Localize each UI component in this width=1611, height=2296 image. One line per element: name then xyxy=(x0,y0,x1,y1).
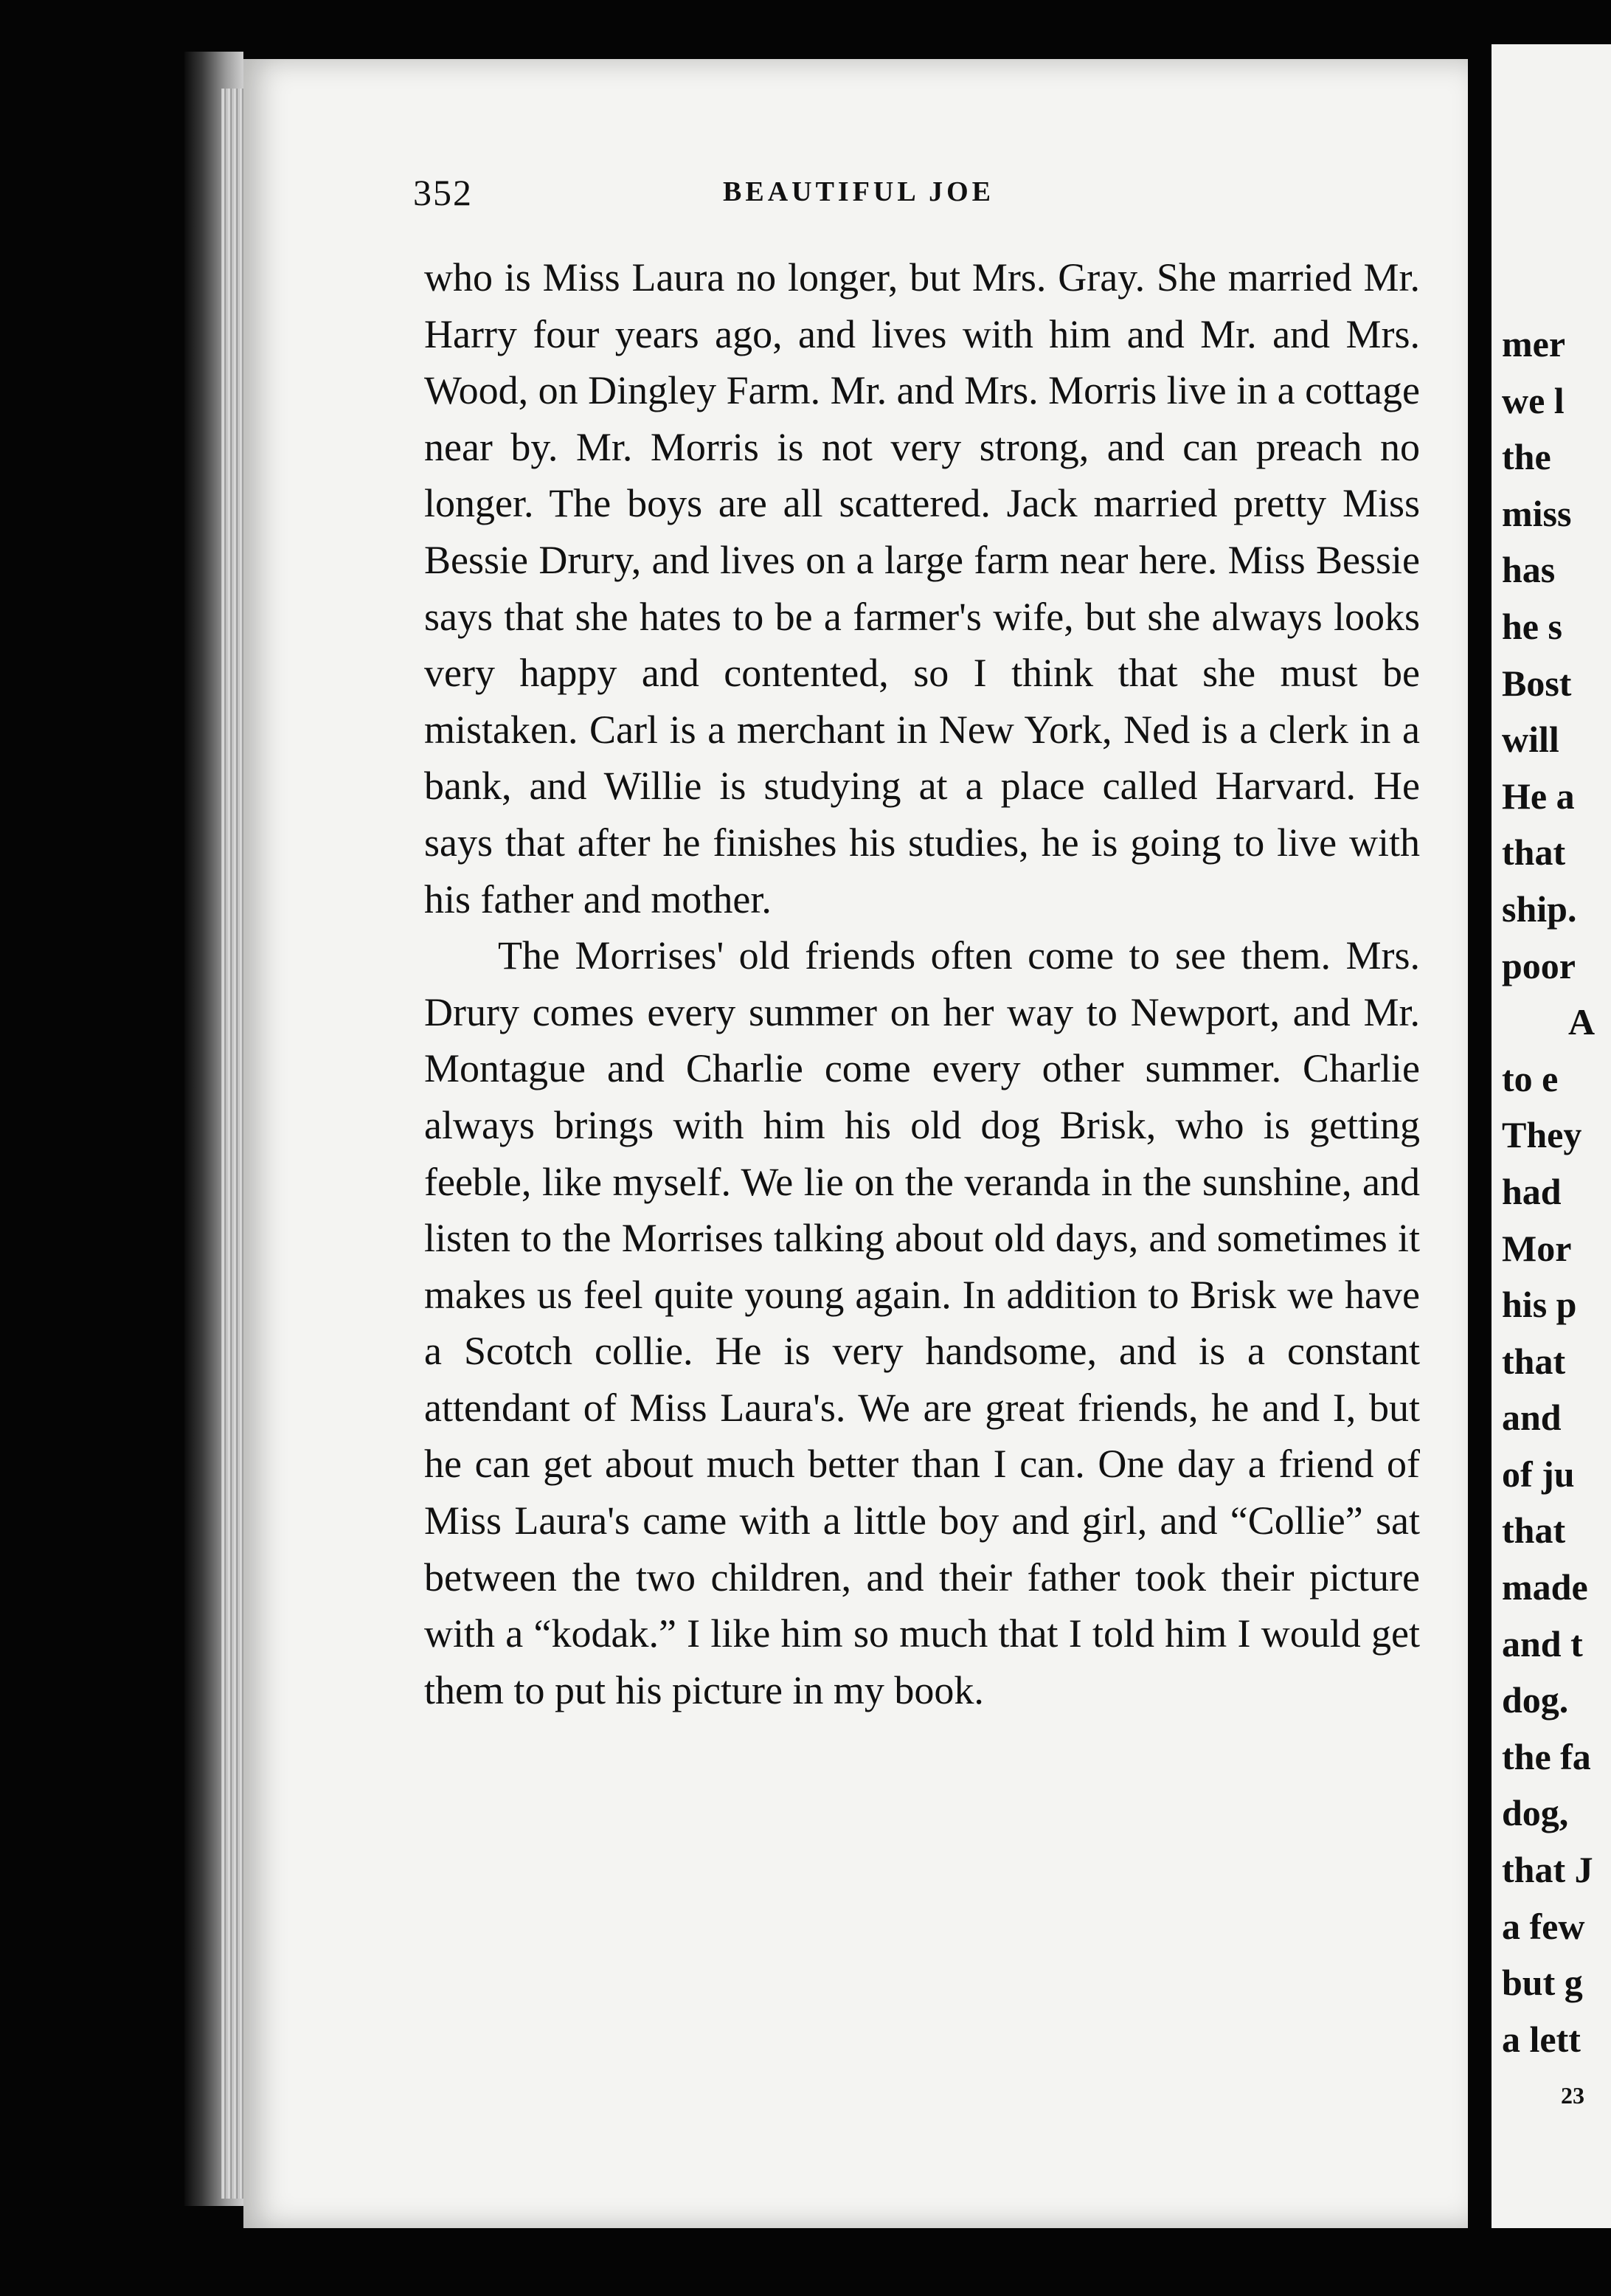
page-header xyxy=(413,171,1468,215)
page-number: 352 xyxy=(413,172,473,213)
right-line: A xyxy=(1568,1001,1596,1043)
right-line: that xyxy=(1502,1510,1566,1552)
right-line: miss xyxy=(1502,492,1572,534)
right-line: has xyxy=(1502,549,1556,591)
right-line: and xyxy=(1502,1397,1562,1439)
right-line: dog. xyxy=(1502,1679,1569,1721)
right-line: that J xyxy=(1502,1849,1593,1891)
right-line: He a xyxy=(1502,775,1575,817)
right-line: his p xyxy=(1502,1284,1577,1326)
right-line: will xyxy=(1502,719,1559,761)
paragraph-1: who is Miss Laura no longer, but Mrs. Gray. She married Mr. Harry four years ago, and lives with him and Mr. and Mrs. Wood, on Dingley Farm. Mr. and Mrs. Morris live in a cottage near by. Mr. Morris is not very strong, and can preach no longer. The boys are all scattered. Jack married pretty Miss Bessie Drury, and lives on a large farm near here. Miss Bessie says that she hates to be a farmer's wife, but she always looks very happy and contented, so I think that she must be mistaken. Carl is a merchant in New York, Ned is a clerk in a bank, and Willie is studying at a place called Harvard. He says that after he finishes his studies, he is going to live with his father and mother. xyxy=(424,255,1420,921)
right-line: the xyxy=(1502,436,1551,478)
right-line: to e xyxy=(1502,1057,1559,1099)
right-line: but g xyxy=(1502,1962,1583,2004)
right-line: a lett xyxy=(1502,2018,1581,2060)
right-line: he s xyxy=(1502,605,1562,647)
right-line: that xyxy=(1502,1340,1566,1382)
right-line: ship. xyxy=(1502,888,1577,930)
right-line: a few xyxy=(1502,1905,1585,1947)
paragraph-2: The Morrises' old friends often come to see them. Mrs. Drury comes every summer on her way to Newport, and Mr. Montague and Charlie come every other summer. Charlie always brings with him his old dog Brisk, who is getting feeble, like myself. We lie on the veranda in the sunshine, and listen to the Morrises talking about old days, and sometimes it makes us feel quite young again. In addition to Brisk we have a Scotch collie. He is very handsome, and is a constant attendant of Miss Laura's. We are great friends, he and I, but he can get about much better than I can. One day a friend of Miss Laura's came with a little boy and girl, and “Collie” sat between the two children, and their father took their picture with a “kodak.” I like him so much that I told him I would get them to put his picture in my book. xyxy=(424,933,1420,1712)
right-line: of ju xyxy=(1502,1453,1575,1495)
body-text xyxy=(424,249,1420,1718)
right-line: made xyxy=(1502,1566,1588,1608)
right-line: the fa xyxy=(1502,1735,1591,1777)
right-line: mer xyxy=(1502,323,1566,364)
right-line: dog, xyxy=(1502,1792,1569,1834)
right-line: Mor xyxy=(1502,1227,1572,1269)
right-line: They xyxy=(1502,1114,1582,1156)
running-head: BEAUTIFUL JOE xyxy=(723,176,995,207)
right-page-text xyxy=(1502,316,1611,2124)
right-line: Bost xyxy=(1502,662,1572,704)
right-line: that xyxy=(1502,831,1566,874)
right-line: had xyxy=(1502,1170,1562,1212)
right-line: and t xyxy=(1502,1622,1583,1664)
right-page xyxy=(1492,44,1611,2228)
right-line: we l xyxy=(1502,379,1565,421)
right-line: poor xyxy=(1502,944,1576,986)
signature-mark: 23 xyxy=(1561,2082,1584,2109)
